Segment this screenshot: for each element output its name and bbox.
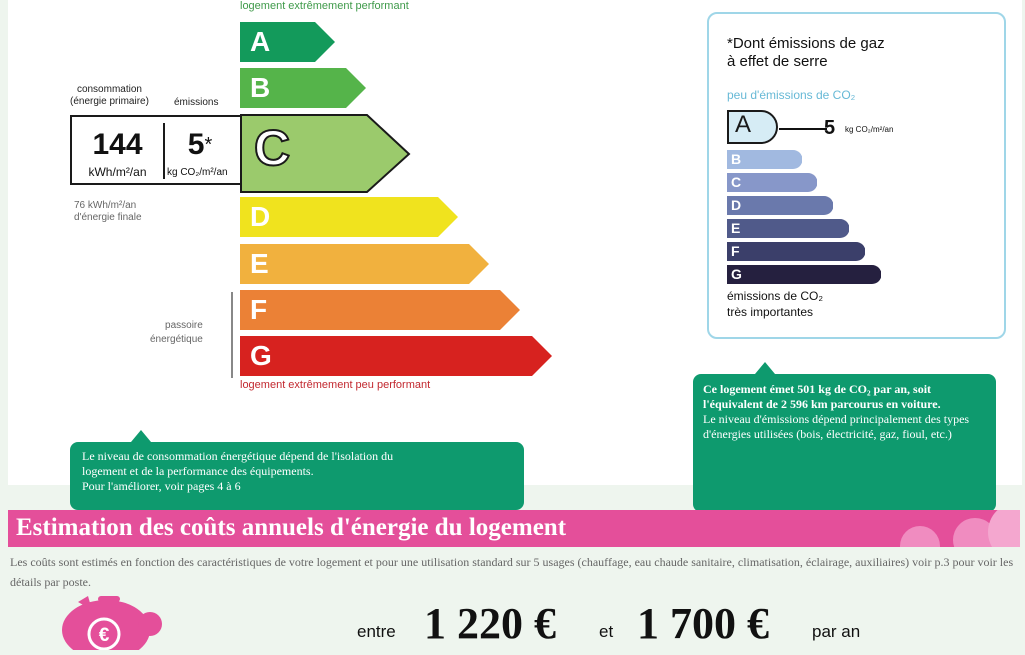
passoire-line1: passoire <box>165 320 203 331</box>
consumption-heading-line1: consommation <box>76 84 142 95</box>
ghg-title <box>727 35 885 71</box>
ghg-low-label: peu d'émissions de CO₂ <box>727 88 856 102</box>
emissions-value: 5 <box>187 128 205 161</box>
ghg-high-line2: très importantes <box>727 305 814 319</box>
final-energy-line2: d'énergie finale <box>74 212 142 223</box>
ghg-class-a-letter: A <box>735 111 752 138</box>
emissions-star: * <box>204 134 213 156</box>
energy-class-g-bar <box>240 336 552 376</box>
passoire-bracket <box>231 292 233 378</box>
energy-class-g-letter: G <box>250 340 272 371</box>
ghg-title-line1: *Dont émissions de gaz <box>727 35 885 52</box>
energy-class-c-letter: C <box>254 120 291 176</box>
energy-class-d-letter: D <box>250 201 271 232</box>
info-box-1-line3: Pour l'améliorer, voir pages 4 à 6 <box>82 479 241 493</box>
cost-per-year: par an <box>812 622 861 641</box>
svg-text:€: € <box>98 625 110 646</box>
info-box-emissions <box>693 374 996 512</box>
energy-class-e-bar <box>240 244 489 284</box>
ghg-class-g-letter: G <box>731 266 742 282</box>
cost-description: Les coûts sont estimés en fonction des caractéristiques de votre logement et pour une utilisation standard sur 5 usages (chauffage, eau chaude sanitaire, climatisation, éclairage, auxiliaires) voir p.3 pour voir les détails par poste. <box>10 555 1014 589</box>
consumption-heading-line2: (énergie primaire) <box>70 96 149 107</box>
consumption-unit: kWh/m²/an <box>88 165 147 179</box>
ghg-high-label <box>727 288 823 320</box>
passoire-label <box>150 319 203 347</box>
ghg-class-e-letter: E <box>731 220 741 236</box>
passoire-line2: énergétique <box>150 334 203 345</box>
cost-band-decoration <box>800 510 1020 547</box>
ghg-class-d-bar <box>727 196 833 215</box>
ghg-title-line2: à effet de serre <box>727 53 828 70</box>
info-box-2-text: Le niveau d'émissions dépend principalement des types d'énergies utilisées (bois, électricité, gaz, fioul, etc.) <box>703 412 970 441</box>
emissions-value-wrap <box>165 129 235 161</box>
cost-high-amount: 1 700 € <box>637 599 769 648</box>
dpe-value-box <box>70 115 242 185</box>
cost-word-and: et <box>599 622 614 641</box>
emissions-heading: émissions <box>174 97 219 108</box>
energy-class-a-letter: A <box>250 26 271 57</box>
energy-class-b-letter: B <box>250 72 271 103</box>
ghg-class-f-letter: F <box>731 243 740 259</box>
info-box-1-pointer <box>131 430 151 442</box>
ghg-class-d-letter: D <box>731 197 742 213</box>
ghg-class-g-bar <box>727 265 881 284</box>
info-box-2-pointer <box>755 362 775 374</box>
emissions-unit: kg CO₂/m²/an <box>167 167 228 178</box>
info-box-1-line2: logement et de la performance des équipements. <box>82 464 314 478</box>
energy-class-b-bar <box>240 68 366 108</box>
ghg-high-line1: émissions de CO₂ <box>727 289 824 303</box>
bottom-performance-label: logement extrêmement peu performant <box>240 379 431 391</box>
consumption-heading <box>70 84 149 108</box>
ghg-panel <box>707 12 1006 339</box>
energy-class-f-bar <box>240 290 520 330</box>
final-energy-note <box>74 200 142 224</box>
ghg-class-e-bar <box>727 219 849 238</box>
ghg-class-c-letter: C <box>731 174 742 190</box>
ghg-class-f-bar <box>727 242 865 261</box>
cost-word-between: entre <box>357 622 396 641</box>
cost-low-amount: 1 220 € <box>424 599 556 648</box>
info-box-consumption <box>70 442 524 510</box>
ghg-class-b-bar <box>727 150 802 169</box>
ghg-class-a-badge <box>727 110 779 149</box>
top-performance-label: logement extrêmement performant <box>240 0 409 12</box>
info-box-2-bold: Ce logement émet 501 kg de CO₂ par an, soit l'équivalent de 2 596 km parcourus en voiture. <box>703 382 941 411</box>
energy-class-d-bar <box>240 197 458 237</box>
energy-class-f-letter: F <box>250 294 268 325</box>
consumption-value: 144 <box>92 128 143 161</box>
ghg-class-b-letter: B <box>731 151 742 167</box>
energy-class-a-bar <box>240 22 335 62</box>
ghg-value: 5 <box>824 117 836 139</box>
cost-title: Estimation des coûts annuels d'énergie du logement <box>16 514 567 541</box>
ghg-pointer-line <box>779 128 827 130</box>
ghg-unit: kg CO₂/m²/an <box>845 125 894 134</box>
info-box-1-line1: Le niveau de consommation énergétique dépend de l'isolation du <box>82 449 394 463</box>
final-energy-line1: 76 kWh/m²/an <box>74 200 137 211</box>
ghg-class-c-bar <box>727 173 817 192</box>
energy-class-c-bar <box>240 114 412 194</box>
piggy-bank-icon <box>48 594 163 655</box>
energy-class-e-letter: E <box>250 248 269 279</box>
